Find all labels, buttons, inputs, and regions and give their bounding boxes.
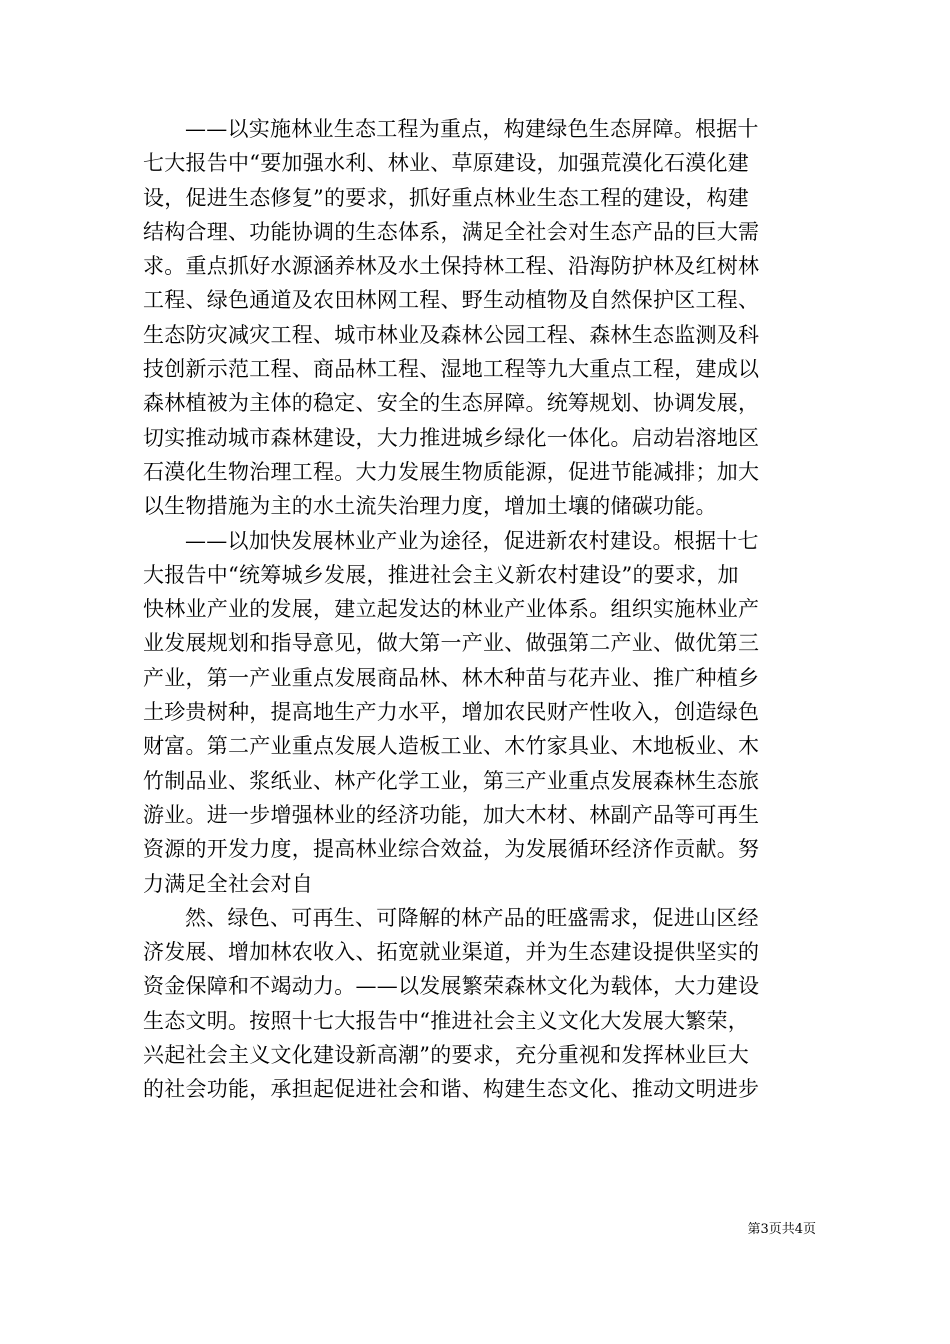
document-body <box>143 112 808 1107</box>
text-line: 大报告中“统筹城乡发展，推进社会主义新农村建设”的要求，加 <box>143 562 739 587</box>
paragraph-1 <box>143 112 808 524</box>
text-line: 结构合理、功能协调的生态体系，满足全社会对生态产品的巨大需 <box>143 219 760 244</box>
text-line: 七大报告中“要加强水利、林业、草原建设，加强荒漠化石漠化建 <box>143 151 749 176</box>
text-line: 产业，第一产业重点发展商品林、林木种苗与花卉业、推广种植乡 <box>143 665 760 690</box>
text-line: 兴起社会主义文化建设新高潮”的要求，充分重视和发挥林业巨大 <box>143 1043 749 1068</box>
text-line: 竹制品业、浆纸业、林产化学工业，第三产业重点发展森林生态旅 <box>143 768 760 793</box>
text-line: 设，促进生态修复”的要求，抓好重点林业生态工程的建设，构建 <box>143 185 749 210</box>
text-line: 财富。第二产业重点发展人造板工业、木竹家具业、木地板业、木 <box>143 734 760 759</box>
text-line: 游业。进一步增强林业的经济功能，加大木材、林副产品等可再生 <box>143 802 760 827</box>
paragraph-3 <box>143 901 808 1107</box>
paragraph-2 <box>143 524 808 901</box>
text-line: 石漠化生物治理工程。大力发展生物质能源，促进节能减排；加大 <box>143 459 760 484</box>
text-line: 森林植被为主体的稳定、安全的生态屏障。统筹规划、协调发展， <box>143 391 760 416</box>
text-line: 生态防灾减灾工程、城市林业及森林公园工程、森林生态监测及科 <box>143 322 760 347</box>
page-number-footer: 第3页共4页 <box>747 1222 816 1237</box>
text-line: 土珍贵树种，提高地生产力水平，增加农民财产性收入，创造绿色 <box>143 700 760 725</box>
text-line: 生态文明。按照十七大报告中“推进社会主义文化大发展大繁荣， <box>143 1008 749 1033</box>
text-line: 资源的开发力度，提高林业综合效益，为发展循环经济作贡献。努 <box>143 837 760 862</box>
text-line: 然、绿色、可再生、可降解的林产品的旺盛需求，促进山区经 <box>185 905 759 930</box>
text-line: 业发展规划和指导意见，做大第一产业、做强第二产业、做优第三 <box>143 631 760 656</box>
text-line: 济发展、增加林农收入、拓宽就业渠道，并为生态建设提供坚实的 <box>143 940 760 965</box>
text-line: 技创新示范工程、商品林工程、湿地工程等九大重点工程，建成以 <box>143 357 760 382</box>
text-line: 的社会功能，承担起促进社会和谐、构建生态文化、推动文明进步 <box>143 1077 760 1102</box>
text-line: ——以实施林业生态工程为重点，构建绿色生态屏障。根据十 <box>185 117 759 141</box>
text-line: 以生物措施为主的水土流失治理力度，增加土壤的储碳功能。 <box>143 494 717 519</box>
text-line: 工程、绿色通道及农田林网工程、野生动植物及自然保护区工程、 <box>143 288 760 313</box>
text-line: 求。重点抓好水源涵养林及水土保持林工程、沿海防护林及红树林 <box>143 254 760 279</box>
text-line: ——以加快发展林业产业为途径，促进新农村建设。根据十七 <box>185 528 759 553</box>
text-line: 切实推动城市森林建设，大力推进城乡绿化一体化。启动岩溶地区 <box>143 425 760 450</box>
text-line: 力满足全社会对自 <box>143 871 313 896</box>
text-line: 资金保障和不竭动力。——以发展繁荣森林文化为载体，大力建设 <box>143 974 760 999</box>
text-line: 快林业产业的发展，建立起发达的林业产业体系。组织实施林业产 <box>143 597 760 622</box>
